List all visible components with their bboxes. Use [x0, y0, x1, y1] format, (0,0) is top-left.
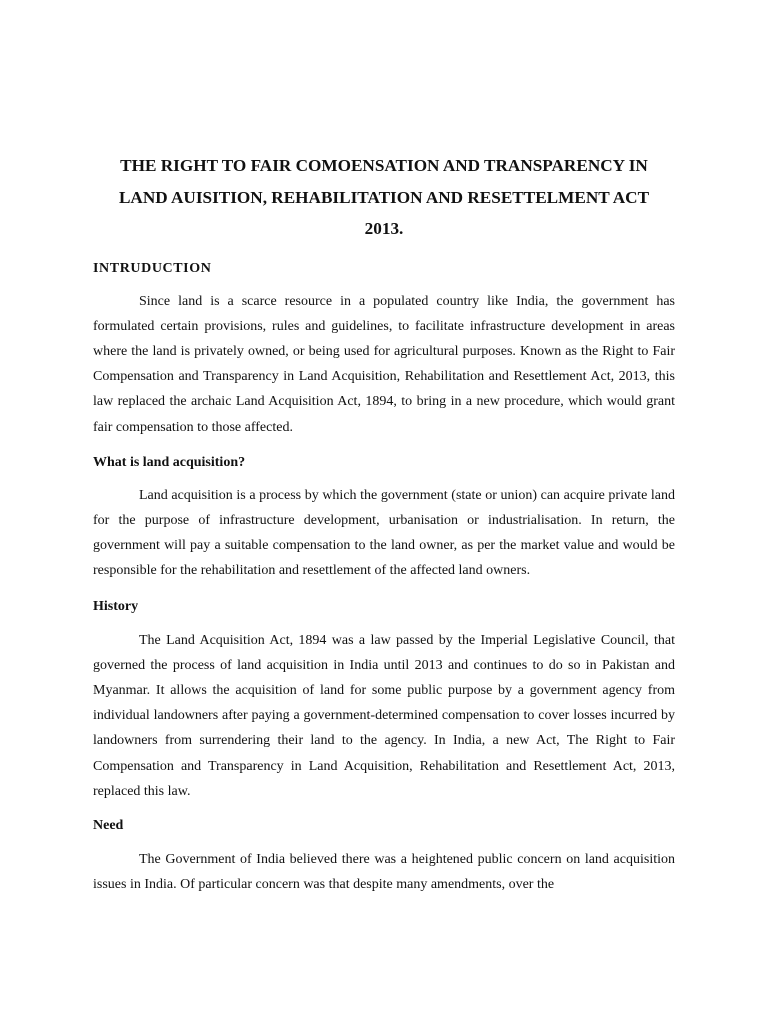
section-body-what-is-land-acquisition: Land acquisition is a process by which the government (state or union) can acquire private land for the purpose of infrastructure development, urbanisation or industrialisation. In return, the government will pay a suitable compensation to the land owner, as per the market value and would be responsible for the rehabilitation and resettlement of the affected land owners. — [93, 487, 675, 579]
section-body-history: The Land Acquisition Act, 1894 was a law passed by the Imperial Legislative Council, that governed the process of land acquisition in India until 2013 and continues to do so in Pakistan and Myanmar. It allows the acquisition of land for some public purpose by a government agency from individual landowners after paying a government-determined compensation to cover losses incurred by landowners from surrendering their land to the agency. In India, a new Act, The Right to Fair Compensation and Transparency in Land Acquisition, Rehabilitation and Resettlement Act, 2013, replaced this law. — [93, 632, 675, 799]
title-line: 2013. — [364, 219, 404, 238]
section-heading-history: History — [93, 598, 139, 614]
document-title — [93, 150, 675, 245]
title-line: LAND AUISITION, REHABILITATION AND RESETTELMENT ACT — [118, 187, 650, 207]
section-body-introduction: Since land is a scarce resource in a populated country like India, the government has formulated certain provisions, rules and guidelines, to facilitate infrastructure development in areas where the land is privately owned, or being used for agricultural purposes. Known as the Right to Fair Compensation and Transparency in Land Acquisition, Rehabilitation and Resettlement Act, 2013, this law replaced the archaic Land Acquisition Act, 1894, to bring in a new procedure, which would grant fair compensation to those affected. — [93, 293, 675, 435]
section-heading-introduction: INTRUDUCTION — [93, 260, 212, 276]
section-heading-what-is-land-acquisition: What is land acquisition? — [93, 454, 246, 470]
section-heading-need: Need — [93, 817, 124, 833]
section-body-need: The Government of India believed there was a heightened public concern on land acquisition issues in India. Of particular concern was that despite many amendments, over the — [93, 851, 675, 893]
title-line: THE RIGHT TO FAIR COMOENSATION AND TRANSPARENCY IN — [120, 156, 648, 175]
